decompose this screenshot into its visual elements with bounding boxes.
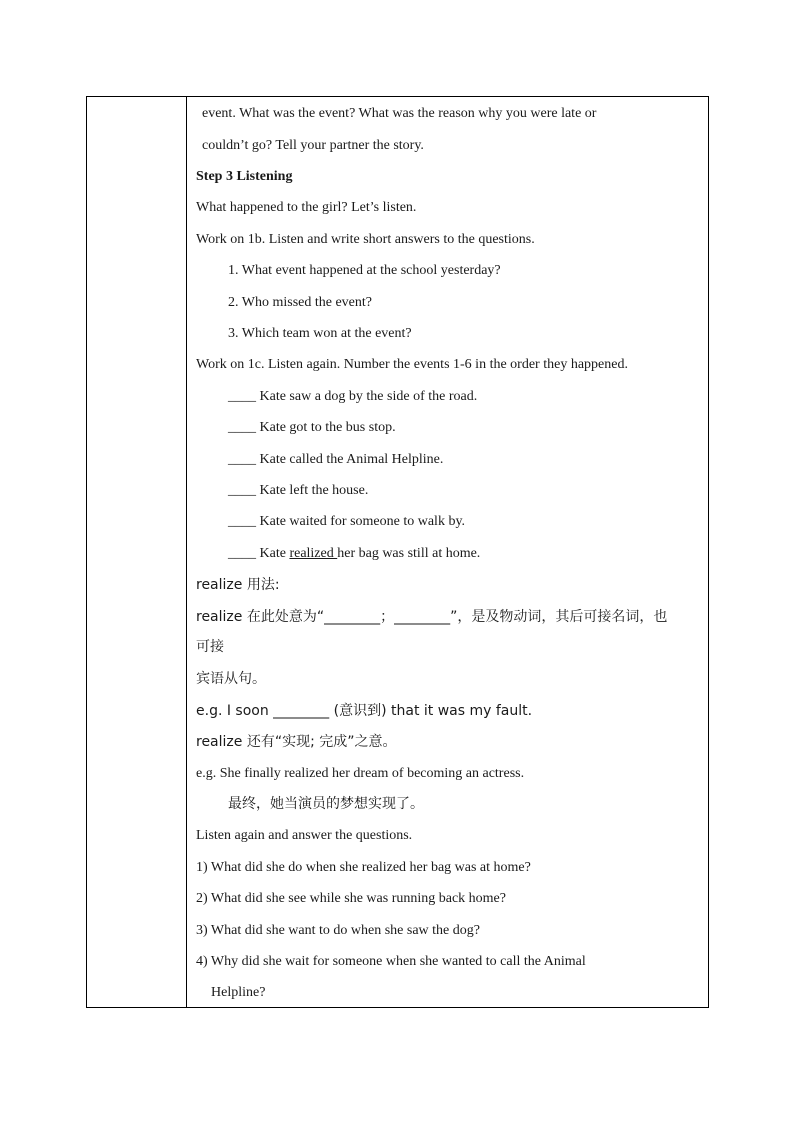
text-line: event. What was the event? What was the reason why you were late or xyxy=(202,106,597,121)
question-item: 1) What did she do when she realized her bag was at home? xyxy=(196,860,531,875)
text-line: realize 还有“实现; 完成”之意。 xyxy=(196,734,397,750)
text-line: 最终，她当演员的梦想实现了。 xyxy=(228,796,424,812)
underlined-word: realized xyxy=(289,546,338,561)
table-right-column xyxy=(188,97,708,1007)
event-item-suffix: her bag was still at home. xyxy=(337,546,481,561)
text-line: e.g. She finally realized her dream of becoming an actress. xyxy=(196,766,525,781)
event-item: ____ Kate waited for someone to walk by. xyxy=(228,514,466,529)
text-line: What happened to the girl? Let’s listen. xyxy=(196,200,417,215)
text-line: Work on 1c. Listen again. Number the events 1-6 in the order they happened. xyxy=(196,357,628,372)
text-line: realize 在此处意为“________；________”，是及物动词，其后可接名词，也 xyxy=(196,609,668,625)
text-line: e.g. I soon ________ (意识到) that it was my fault. xyxy=(196,703,533,719)
question-item-continuation: Helpline? xyxy=(211,985,266,1000)
question-item: 2) What did she see while she was running back home? xyxy=(196,891,506,906)
event-item: ____ Kate left the house. xyxy=(228,483,369,498)
table-left-column xyxy=(87,97,187,1007)
question-item: 2. Who missed the event? xyxy=(228,295,372,310)
event-item: ____ Kate got to the bus stop. xyxy=(228,420,396,435)
text-line: 可接 xyxy=(196,639,224,655)
section-heading-step3: Step 3 Listening xyxy=(196,169,293,184)
text-line: 宾语从句。 xyxy=(196,671,266,687)
question-item: 4) Why did she wait for someone when she wanted to call the Animal xyxy=(196,954,586,969)
text-line: couldn’t go? Tell your partner the story. xyxy=(202,138,424,153)
question-item: 3) What did she want to do when she saw the dog? xyxy=(196,923,480,938)
event-item-prefix: ____ Kate xyxy=(228,546,290,561)
text-line: Work on 1b. Listen and write short answers to the questions. xyxy=(196,232,535,247)
text-line: realize 用法: xyxy=(196,577,280,593)
question-item: 3. Which team won at the event? xyxy=(228,326,412,341)
lesson-table xyxy=(86,96,709,1008)
question-item: 1. What event happened at the school yesterday? xyxy=(228,263,501,278)
event-item: ____ Kate saw a dog by the side of the road. xyxy=(228,389,478,404)
event-item xyxy=(228,545,480,563)
event-item: ____ Kate called the Animal Helpline. xyxy=(228,452,444,467)
text-line: Listen again and answer the questions. xyxy=(196,828,413,843)
